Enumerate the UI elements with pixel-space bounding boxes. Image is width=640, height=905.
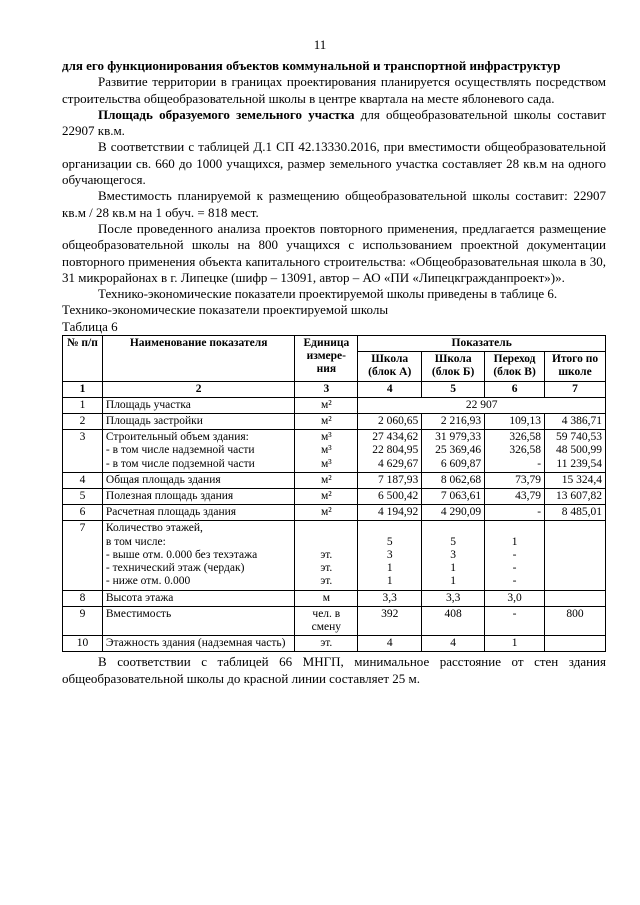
- cell-line: Количество этажей,: [105, 522, 203, 535]
- cell-line: 22 804,95: [372, 444, 419, 457]
- value-block-c: [485, 521, 545, 590]
- table-row: [63, 472, 606, 488]
- cell-line: -: [512, 562, 517, 575]
- cell-line: 4: [450, 637, 457, 650]
- row-number: 7: [63, 521, 103, 590]
- cell-line: 408: [444, 607, 462, 620]
- value-block-b: [422, 521, 485, 590]
- paragraph-development: Развитие территории в границах проектирования планируется осуществлять посредством строительства общеобразовательной школы в центре квартала на месте яблоневого сада.: [62, 74, 606, 106]
- value-block-b: [422, 489, 485, 505]
- cell-line: 6 609,87: [440, 457, 482, 470]
- header-indicator: Показатель: [358, 336, 606, 352]
- paragraph-red-line: В соответствии с таблицей 66 МНГП, минимальное расстояние от стен здания общеобразовательной школы до красной линии составляет 25 м.: [62, 654, 606, 686]
- cell-line: 4 629,67: [377, 457, 419, 470]
- header-block-b: Школа (блок Б): [422, 352, 485, 381]
- col-number: 5: [422, 381, 485, 397]
- table-row: [63, 489, 606, 505]
- unit: [295, 430, 358, 473]
- col-number: 2: [102, 381, 294, 397]
- value-block-c: [485, 505, 545, 521]
- cell-line: м: [322, 591, 330, 604]
- value-block-a: [358, 472, 422, 488]
- value-block-b: [422, 414, 485, 430]
- value-total: [545, 472, 606, 488]
- cell-line: 800: [566, 607, 584, 620]
- cell-line: м³: [320, 457, 332, 470]
- cell-line: м²: [320, 506, 332, 519]
- cell-line: эт.: [320, 637, 333, 650]
- value-block-a: [358, 414, 422, 430]
- paragraph-land-area: [62, 107, 606, 140]
- indicator-name: [102, 397, 294, 413]
- indicator-name: [102, 472, 294, 488]
- indicator-name: [102, 489, 294, 505]
- unit: [295, 472, 358, 488]
- value-block-a: [358, 521, 422, 590]
- cell-line: [548, 637, 602, 650]
- col-number: 7: [545, 381, 606, 397]
- paragraph-heading-continuation: для его функционирования объектов коммунальной и транспортной инфраструктур: [62, 58, 561, 73]
- value-block-a: [358, 505, 422, 521]
- indicators-table: [62, 335, 606, 652]
- cell-line: 11 239,54: [556, 457, 602, 470]
- value-total: [545, 590, 606, 606]
- row-number: 2: [63, 414, 103, 430]
- indicator-name: [102, 636, 294, 652]
- value-block-a: [358, 636, 422, 652]
- row-number: 6: [63, 505, 103, 521]
- cell-line: Общая площадь здания: [105, 473, 221, 486]
- value-total: [545, 505, 606, 521]
- indicator-name: [102, 590, 294, 606]
- value-block-c: [485, 430, 545, 473]
- cell-line: 48 500,99: [556, 444, 602, 457]
- cell-line: Площадь участка: [105, 398, 191, 411]
- cell-line: 25 369,46: [435, 444, 482, 457]
- merged-value: 22 907: [358, 397, 606, 413]
- cell-line: м²: [320, 490, 332, 503]
- cell-line: -: [512, 575, 517, 588]
- cell-line: 59 740,53: [556, 431, 602, 444]
- row-number: 4: [63, 472, 103, 488]
- col-number: 1: [63, 381, 103, 397]
- value-block-c: [485, 489, 545, 505]
- cell-line: 4: [386, 637, 393, 650]
- cell-line: -: [537, 506, 542, 519]
- cell-line: -: [512, 548, 517, 561]
- cell-line: м³: [320, 444, 332, 457]
- land-area-rest: для общеобразовательной школы составит 22907 кв.м.: [62, 106, 606, 139]
- cell-line: м²: [320, 473, 332, 486]
- table-row: [63, 505, 606, 521]
- value-total: [545, 521, 606, 590]
- cell-line: 4 386,71: [561, 415, 602, 428]
- cell-line: эт.: [320, 575, 333, 588]
- cell-line: 1: [386, 562, 393, 575]
- value-total: [545, 414, 606, 430]
- value-block-c: [485, 606, 545, 635]
- unit: [295, 397, 358, 413]
- spacer-line: [425, 522, 481, 535]
- row-number: 3: [63, 430, 103, 473]
- cell-line: 4 290,09: [440, 506, 482, 519]
- cell-line: 4 194,92: [377, 506, 419, 519]
- cell-line: 2 216,93: [440, 415, 482, 428]
- cell-line: 5: [450, 535, 457, 548]
- indicator-name: [102, 430, 294, 473]
- col-number: 3: [295, 381, 358, 397]
- row-number: 10: [63, 636, 103, 652]
- cell-line: 1: [511, 637, 518, 650]
- table-label: Таблица 6: [62, 318, 118, 334]
- cell-line: 392: [381, 607, 399, 620]
- document-body: [62, 58, 606, 687]
- value-block-b: [422, 505, 485, 521]
- cell-line: 326,58: [509, 444, 542, 457]
- cell-line: 3,3: [382, 591, 397, 604]
- cell-line: Расчетная площадь здания: [105, 506, 237, 519]
- unit: [295, 489, 358, 505]
- value-total: [545, 636, 606, 652]
- cell-line: - ниже отм. 0.000: [105, 575, 191, 588]
- value-block-c: [485, 590, 545, 606]
- value-block-a: [358, 590, 422, 606]
- cell-line: - в том числе надземной части: [105, 444, 255, 457]
- value-block-c: [485, 472, 545, 488]
- cell-line: 31 979,33: [435, 431, 482, 444]
- header-block-c: Переход (блок В): [485, 352, 545, 381]
- cell-line: [298, 522, 354, 535]
- paragraph-capacity: Вместимость планируемой к размещению общеобразовательной школы составит: 22907 кв.м / 28 кв.м на 1 обуч. = 818 мест.: [62, 188, 606, 220]
- cell-line: [548, 592, 602, 605]
- cell-line: 3,0: [507, 591, 522, 604]
- cell-line: 109,13: [509, 415, 542, 428]
- cell-line: [298, 536, 354, 549]
- unit: [295, 606, 358, 635]
- cell-line: 5: [386, 535, 393, 548]
- header-total: Итого по школе: [545, 352, 606, 381]
- table-caption: Технико-экономические показатели проектируемой школы: [62, 302, 389, 318]
- cell-line: - в том числе подземной части: [105, 457, 255, 470]
- cell-line: м³: [320, 431, 332, 444]
- value-block-c: [485, 414, 545, 430]
- table-row: [63, 397, 606, 413]
- table-row: [63, 636, 606, 652]
- cell-line: Высота этажа: [105, 591, 174, 604]
- cell-line: 3,3: [445, 591, 461, 604]
- value-block-b: [422, 472, 485, 488]
- unit: [295, 590, 358, 606]
- value-block-b: [422, 636, 485, 652]
- cell-line: м²: [320, 398, 332, 411]
- header-block-a: Школа (блок А): [358, 352, 422, 381]
- spacer-line: [488, 522, 541, 535]
- cell-line: 1: [450, 575, 457, 588]
- value-block-a: [358, 430, 422, 473]
- cell-line: Строительный объем здания:: [105, 431, 249, 444]
- paragraph-analysis: После проведенного анализа проектов повторного применения, предлагается размещение общеобразовательной школы на 800 учащихся с использованием проектной документации повторного применения объекта капитального строительства: «Общеобразовательная школа в 30, 31 микрорайонах в г. Липецке (шифр – 13091, автор – АО «ПИ «Липецкгражданпроект»)».: [62, 220, 606, 285]
- table-body: [63, 397, 606, 651]
- row-number: 5: [63, 489, 103, 505]
- header-unit: Единица измере-ния: [295, 336, 358, 382]
- cell-line: эт.: [320, 562, 333, 575]
- cell-line: 1: [450, 562, 457, 575]
- indicator-name: [102, 414, 294, 430]
- cell-line: - технический этаж (чердак): [105, 562, 245, 575]
- indicator-name: [102, 505, 294, 521]
- cell-line: 8 485,01: [561, 506, 602, 519]
- value-block-a: [358, 489, 422, 505]
- unit: [295, 636, 358, 652]
- cell-line: 43,79: [515, 490, 542, 503]
- cell-line: чел. в смену: [311, 607, 342, 633]
- cell-line: 15 324,4: [561, 473, 602, 486]
- value-total: [545, 489, 606, 505]
- cell-line: 73,79: [515, 473, 542, 486]
- cell-line: Полезная площадь здания: [105, 490, 234, 503]
- cell-line: Этажность здания (надземная часть): [105, 637, 286, 650]
- cell-line: -: [512, 607, 517, 620]
- cell-line: 3: [450, 548, 457, 561]
- col-number: 6: [485, 381, 545, 397]
- cell-line: 1: [386, 575, 393, 588]
- table-row: [63, 590, 606, 606]
- indicator-name: [102, 521, 294, 590]
- value-block-a: [358, 606, 422, 635]
- cell-line: 3: [386, 548, 393, 561]
- page-number: 11: [313, 37, 327, 52]
- cell-line: 1: [511, 535, 518, 548]
- header-name: Наименование показателя: [102, 336, 294, 382]
- unit: [295, 521, 358, 590]
- cell-line: в том числе:: [105, 535, 166, 548]
- spacer-line: [361, 522, 418, 535]
- cell-line: Вместимость: [105, 607, 172, 620]
- cell-line: 6 500,42: [377, 490, 419, 503]
- cell-line: 7 187,93: [377, 473, 419, 486]
- cell-line: 13 607,82: [556, 490, 602, 503]
- value-total: [545, 606, 606, 635]
- unit: [295, 505, 358, 521]
- land-area-bold: Площадь образуемого земельного участка: [98, 106, 355, 122]
- unit: [295, 414, 358, 430]
- cell-line: м²: [320, 415, 332, 428]
- table-row: [63, 414, 606, 430]
- value-total: [545, 430, 606, 473]
- col-number: 4: [358, 381, 422, 397]
- header-num: № п/п: [63, 336, 103, 382]
- cell-line: 8 062,68: [440, 473, 482, 486]
- cell-line: - выше отм. 0.000 без техэтажа: [105, 548, 258, 561]
- cell-line: Площадь застройки: [105, 415, 203, 428]
- row-number: 8: [63, 590, 103, 606]
- row-number: 9: [63, 606, 103, 635]
- cell-line: эт.: [320, 548, 333, 561]
- paragraph-table-intro: Технико-экономические показатели проектируемой школы приведены в таблице 6.: [98, 286, 558, 302]
- cell-line: 326,58: [509, 431, 542, 444]
- value-block-b: [422, 430, 485, 473]
- table-row: [63, 521, 606, 590]
- table-row: [63, 430, 606, 473]
- value-block-b: [422, 590, 485, 606]
- paragraph-norm: В соответствии с таблицей Д.1 СП 42.13330.2016, при вместимости общеобразовательной организации св. 660 до 1000 учащихся, размер земельного участка составляет 28 кв.м на одного обучающегося.: [62, 139, 606, 188]
- table-row: [63, 606, 606, 635]
- value-block-b: [422, 606, 485, 635]
- cell-line: 2 060,65: [377, 415, 419, 428]
- cell-line: [548, 522, 602, 535]
- indicator-name: [102, 606, 294, 635]
- cell-line: 7 063,61: [440, 490, 482, 503]
- cell-line: -: [537, 457, 542, 470]
- cell-line: 27 434,62: [372, 431, 419, 444]
- value-block-c: [485, 636, 545, 652]
- row-number: 1: [63, 397, 103, 413]
